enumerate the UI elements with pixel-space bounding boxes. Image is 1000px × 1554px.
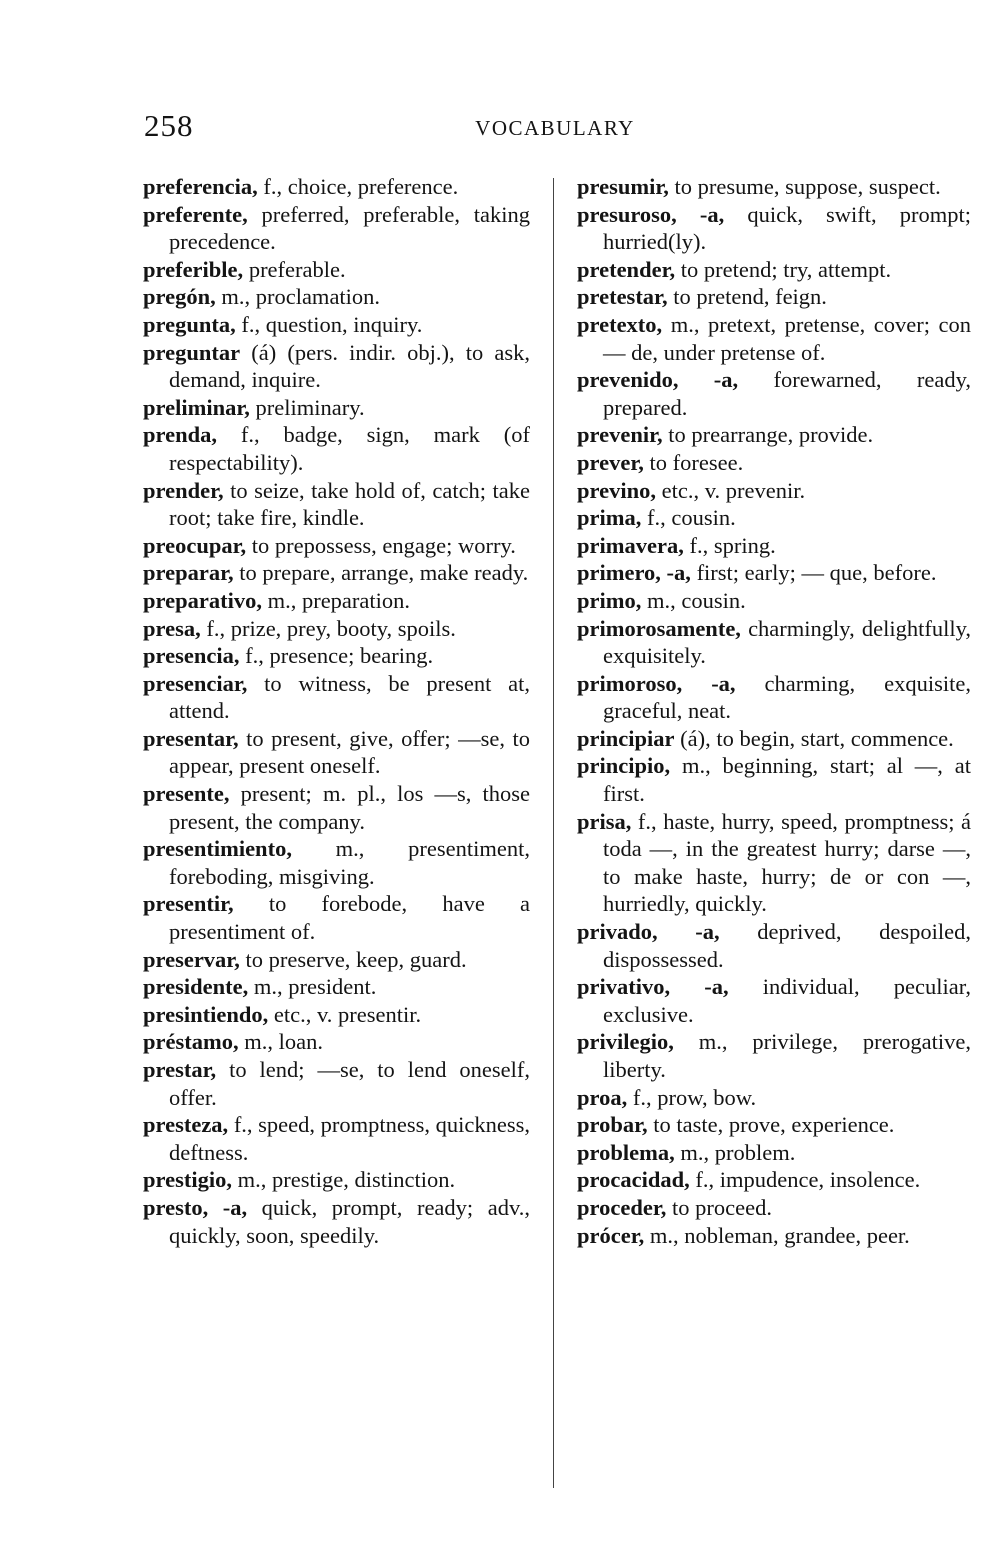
dictionary-entry [143,256,530,284]
entry-definition: f., cousin. [641,505,736,531]
entry-headword: pregunta, [143,311,236,337]
entry-definition: to prepossess, engage; worry. [246,532,516,558]
entry-headword: preguntar [143,339,241,365]
entry-definition: preferable. [243,256,346,282]
dictionary-entry [577,532,971,560]
page-header [0,108,1000,148]
entry-headword: primavera, [577,532,684,558]
entry-headword: principio, [577,753,671,779]
entry-definition: etc., v. prevenir. [655,477,806,503]
entry-definition: m., presentiment, foreboding, misgiving. [169,836,530,889]
left-column [143,173,530,1249]
dictionary-entry [143,642,530,670]
entry-headword: privativo, -a, [577,974,729,1000]
dictionary-entry [143,201,530,256]
entry-definition: m., pretext, pretense, cover; con — de, under pretense of. [603,311,971,365]
entry-definition: charmingly, delightfully, exquisitely. [603,615,971,669]
entry-headword: prever, [577,449,644,475]
dictionary-entry [143,394,530,422]
dictionary-entry [577,449,971,477]
dictionary-entry [577,1139,971,1167]
dictionary-entry [143,973,530,1001]
dictionary-entry [577,477,971,505]
dictionary-entry [143,1194,530,1249]
entry-headword: problema, [577,1139,675,1165]
entry-headword: presumir, [577,174,669,199]
entry-headword: primero, -a, [577,560,691,586]
entry-definition: to seize, take hold of, catch; take root; take fire, kindle. [169,477,530,531]
dictionary-entry [577,670,971,725]
entry-headword: primorosamente, [577,615,741,641]
dictionary-entry [143,421,530,476]
dictionary-entry [577,1084,971,1112]
dictionary-entry [143,1166,530,1194]
entry-headword: prima, [577,505,642,531]
dictionary-entry [577,615,971,670]
entry-definition: to witness, be present at, attend. [169,670,530,724]
dictionary-entry [577,504,971,532]
entry-definition: f., question, inquiry. [235,311,423,337]
entry-headword: presuroso, -a, [577,201,725,227]
entry-headword: prestigio, [143,1167,232,1193]
entry-headword: prenda, [143,422,217,448]
entry-headword: prisa, [577,808,632,834]
dictionary-entry [577,1028,971,1083]
entry-definition: f., prize, prey, booty, spoils. [200,615,456,641]
entry-headword: pretestar, [577,284,668,310]
dictionary-entry [577,421,971,449]
dictionary-entry [143,780,530,835]
entry-headword: pretexto, [577,311,663,337]
dictionary-entry [143,587,530,615]
entry-definition: f., impudence, insolence. [689,1167,921,1193]
entry-definition: m., preparation. [261,587,411,613]
entry-definition: (á), to begin, start, commence. [674,725,954,751]
column-rule [553,178,554,1488]
entry-definition: to lend; —se, to lend oneself, offer. [169,1057,530,1110]
entry-headword: presto, -a, [143,1194,248,1220]
dictionary-entry [577,725,971,753]
entry-headword: preparar, [143,560,234,586]
entry-headword: presidente, [143,974,249,1000]
dictionary-entry [577,311,971,366]
entry-headword: privilegio, [577,1029,674,1055]
entry-definition: to forebode, have a presentiment of. [169,891,530,945]
entry-headword: presente, [143,781,230,807]
entry-headword: privado, -a, [577,919,720,945]
right-column [577,173,971,1249]
dictionary-entry [577,918,971,973]
dictionary-entry [577,1194,971,1222]
dictionary-entry [143,283,530,311]
entry-definition: to proceed. [666,1194,772,1220]
dictionary-entry [143,890,530,945]
entry-definition: to prearrange, provide. [662,422,874,448]
entry-definition: m., privilege, prerogative, liberty. [603,1029,971,1082]
dictionary-entry [143,946,530,974]
dictionary-entry [143,559,530,587]
entry-headword: prevenido, -a, [577,367,739,393]
dictionary-entry [577,1166,971,1194]
entry-headword: proa, [577,1084,628,1110]
dictionary-entry [577,283,971,311]
entry-headword: prócer, [577,1222,645,1248]
entry-headword: prestar, [143,1057,217,1082]
dictionary-entry [577,1222,971,1250]
entry-definition: f., haste, hurry, speed, promptness; á toda —, in the greatest hurry; darse —, to make haste, hurry; de or con —, hurriedly, quickly. [603,808,971,917]
entry-definition: deprived, despoiled, dispossessed. [603,919,971,972]
entry-headword: principiar [577,725,675,751]
entry-definition: m., president. [248,974,377,1000]
entry-definition: to preserve, keep, guard. [239,946,467,972]
entry-definition: to presume, suppose, suspect. [668,174,941,199]
entry-definition: quick, swift, prompt; hurried(ly). [603,201,971,255]
dictionary-entry [577,752,971,807]
entry-headword: procacidad, [577,1167,690,1193]
entry-headword: preferencia, [143,174,258,199]
entry-definition: m., proclamation. [215,284,381,310]
entry-definition: forewarned, ready, prepared. [603,367,971,420]
entry-headword: presa, [143,615,201,641]
entry-definition: to pretend; try, attempt. [675,256,892,282]
entry-definition: (á) (pers. indir. obj.), to ask, demand, inquire. [169,339,530,393]
dictionary-entry [143,725,530,780]
entry-definition: to pretend, feign. [667,284,827,310]
dictionary-entry [143,477,530,532]
dictionary-entry [143,615,530,643]
entry-headword: primoroso, -a, [577,670,736,696]
entry-definition: present; m. pl., los —s, those present, the company. [169,781,530,834]
running-title: VOCABULARY [475,116,635,140]
dictionary-entry [143,1001,530,1029]
dictionary-entry [143,339,530,394]
entry-definition: individual, peculiar, exclusive. [603,974,971,1027]
entry-definition: to prepare, arrange, make ready. [233,560,529,586]
entry-definition: m., beginning, start; al —, at first. [603,753,971,807]
entry-definition: f., badge, sign, mark (of respectability). [169,422,530,475]
entry-headword: presenciar, [143,670,248,696]
dictionary-entry [577,587,971,615]
dictionary-entry [577,173,971,201]
dictionary-entry [577,808,971,918]
dictionary-entry [143,532,530,560]
entry-definition: f., presence; bearing. [239,643,434,669]
entry-headword: presintiendo, [143,1001,269,1027]
dictionary-entry [577,256,971,284]
entry-headword: preocupar, [143,532,247,558]
entry-definition: to foresee. [643,449,744,475]
entry-definition: to taste, prove, experience. [647,1112,895,1138]
dictionary-entry [143,1056,530,1111]
entry-definition: preferred, preferable, taking precedence. [169,201,530,255]
entry-definition: preliminary. [249,394,365,420]
entry-definition: f., speed, promptness, quickness, deftness. [169,1112,531,1165]
entry-definition: etc., v. presentir. [268,1001,422,1027]
entry-definition: f., spring. [683,532,776,558]
entry-headword: presentir, [143,891,234,917]
entry-definition: quick, prompt, ready; adv., quickly, soon, speedily. [169,1194,530,1248]
entry-definition: m., problem. [674,1139,796,1165]
entry-definition: m., prestige, distinction. [231,1167,456,1193]
entry-headword: pretender, [577,256,676,282]
entry-headword: proceder, [577,1194,667,1220]
dictionary-entry [143,311,530,339]
entry-headword: prender, [143,477,224,503]
entry-headword: preliminar, [143,394,250,420]
entry-headword: preservar, [143,946,240,972]
entry-headword: presteza, [143,1112,229,1138]
entry-definition: to present, give, offer; —se, to appear, present oneself. [169,725,530,779]
entry-definition: f., choice, preference. [257,174,459,199]
dictionary-entry [577,201,971,256]
entry-headword: preferible, [143,256,244,282]
dictionary-entry [143,1028,530,1056]
dictionary-entry [143,670,530,725]
dictionary-entry [577,1111,971,1139]
page-number: 258 [144,108,194,143]
dictionary-entry [577,559,971,587]
entry-headword: presentar, [143,725,239,751]
dictionary-entry [143,1111,530,1166]
entry-headword: previno, [577,477,656,503]
entry-headword: primo, [577,587,642,613]
entry-headword: préstamo, [143,1029,239,1055]
dictionary-entry [143,835,530,890]
dictionary-entry [577,366,971,421]
dictionary-entry [143,173,530,201]
entry-definition: first; early; — que, before. [690,560,937,586]
entry-headword: preferente, [143,201,248,227]
entry-definition: charming, exquisite, graceful, neat. [603,670,971,724]
entry-headword: presentimiento, [143,836,292,862]
entry-definition: m., nobleman, grandee, peer. [644,1222,910,1248]
entry-headword: presencia, [143,643,240,669]
entry-definition: m., loan. [238,1029,323,1055]
entry-definition: f., prow, bow. [627,1084,757,1110]
dictionary-entry [577,973,971,1028]
entry-definition: m., cousin. [641,587,746,613]
entry-headword: prevenir, [577,422,663,448]
entry-headword: preparativo, [143,587,262,613]
entry-headword: probar, [577,1112,648,1138]
entry-headword: pregón, [143,284,216,310]
